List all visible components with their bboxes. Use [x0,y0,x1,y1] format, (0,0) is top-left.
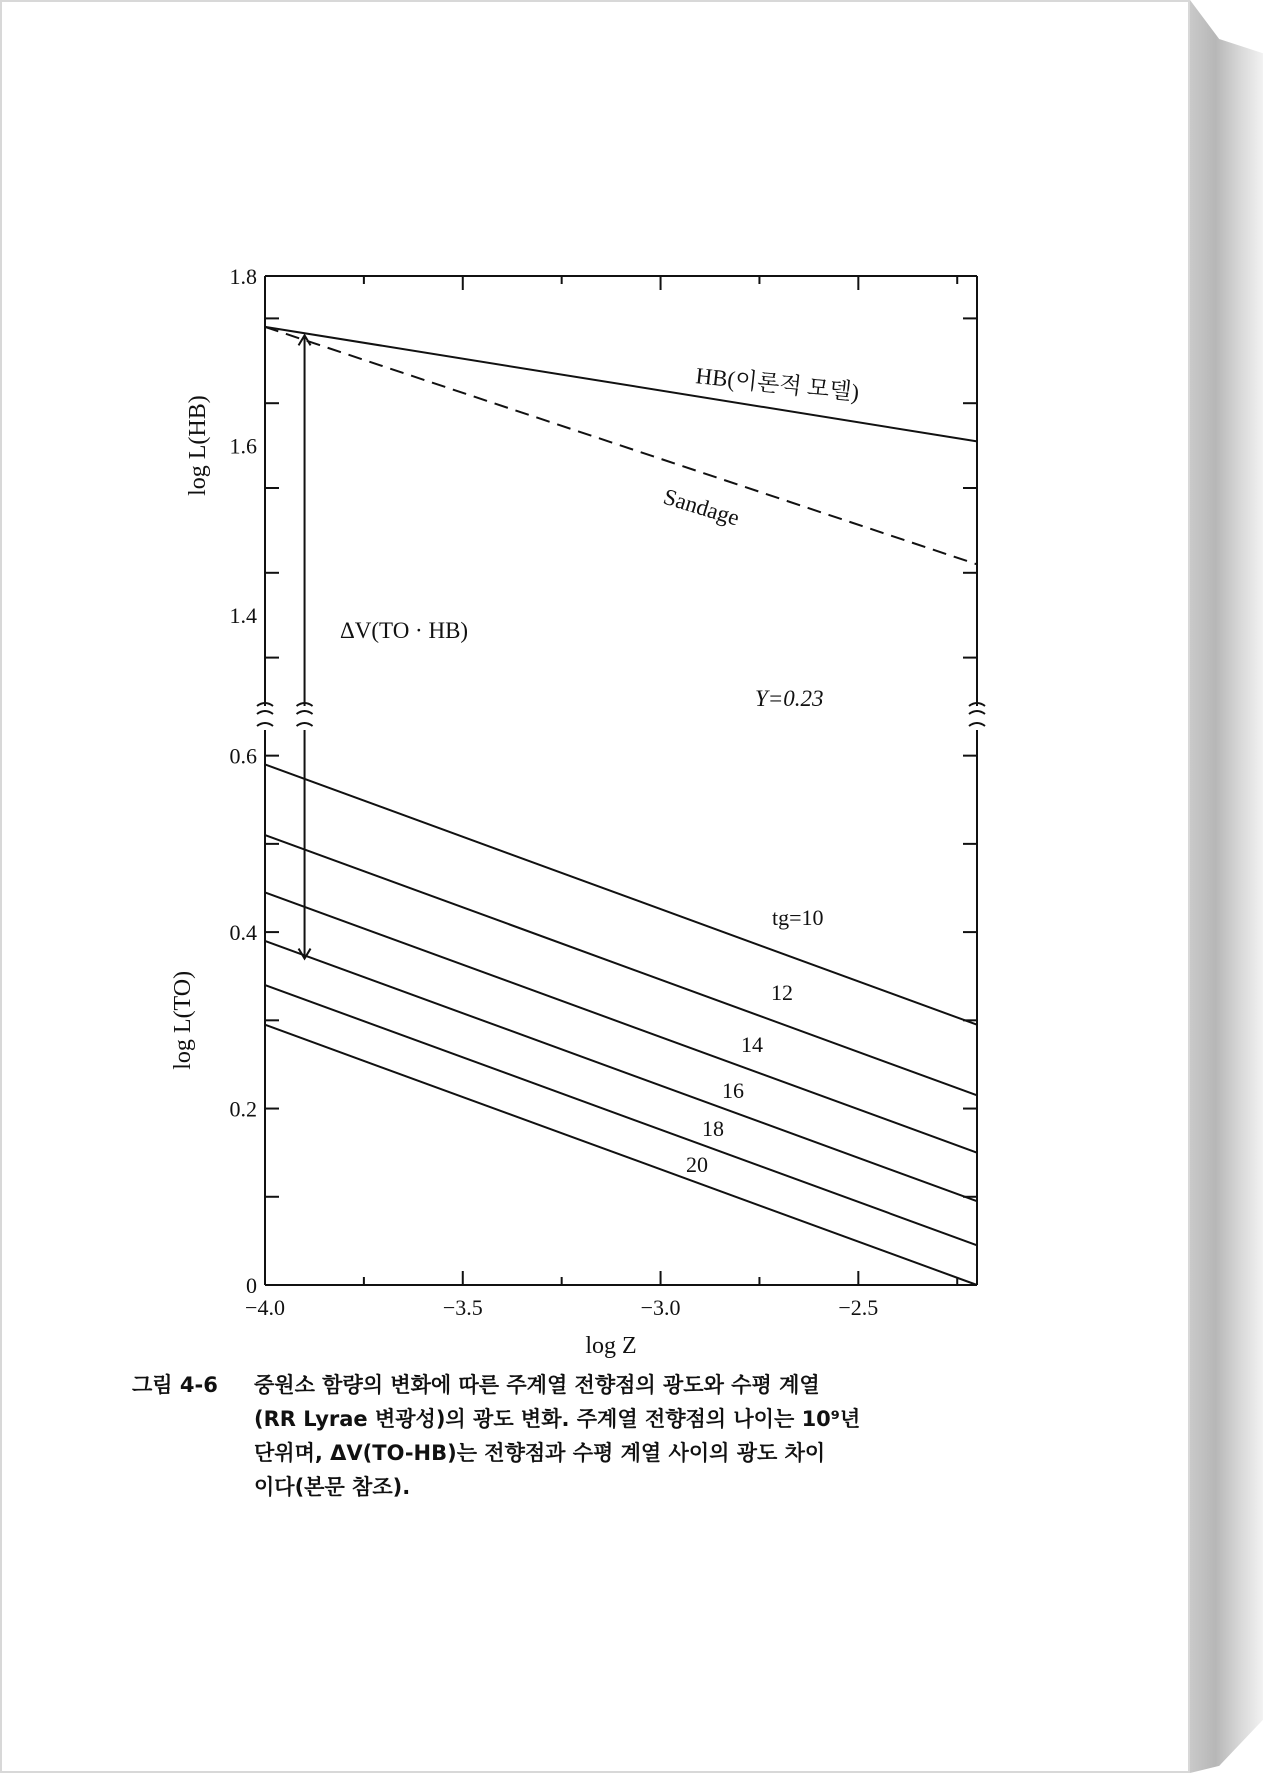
series-line-tg-18 [265,985,977,1245]
x-tick-label: −3.0 [640,1295,681,1320]
caption-label: 그림 4-6 [132,1373,218,1397]
series-line-tg-14 [265,892,977,1152]
helium-label: Y=0.23 [755,686,824,711]
delta-v-label: ΔV(TO · HB) [340,618,469,643]
y-tick-label-bottom: 0.2 [229,1096,257,1122]
y-tick-label-bottom: 0.4 [229,920,257,946]
delta-v-break [297,703,313,726]
y-tick-label-top: 1.8 [229,264,257,289]
series-line-tg-12 [265,835,977,1095]
y-tick-label-top: 1.6 [229,433,257,459]
y-axis-label-top: log L(HB) [185,395,211,496]
axis-break-right [969,703,985,726]
caption-line-1: 중원소 함량의 변화에 따른 주계열 전향점의 광도와 수평 계열 [254,1373,820,1397]
series-line-tg-20 [265,1025,977,1285]
series-line-sandage [265,327,977,564]
y-tick-label-bottom: 0.6 [229,743,257,769]
series-line-tg-16 [265,941,977,1201]
axes-frame [257,276,985,1285]
series-label-hb: HB(이론적 모델) [694,363,861,406]
chart-labels [170,264,878,1359]
x-tick-label: −2.5 [838,1295,879,1320]
series-lines [265,327,977,1285]
series-line-hb-model [265,327,977,441]
series-label-tg-20: 20 [686,1152,708,1177]
caption-line-2: (RR Lyrae 변광성)의 광도 변화. 주계열 전향점의 나이는 10⁹년 [254,1407,861,1431]
caption-line-3: 단위며, ΔV(TO-HB)는 전향점과 수평 계열 사이의 광도 차이 [254,1441,826,1465]
axis-break-left [257,703,273,726]
y-axis-label-bottom: log L(TO) [170,970,196,1070]
x-axis-label: log Z [585,1333,637,1359]
caption-line-4: 이다(본문 참조). [254,1475,411,1499]
y-tick-label-bottom: 0 [246,1273,257,1298]
x-tick-label: −3.5 [442,1295,483,1320]
series-label-tg-12: 12 [771,980,793,1005]
series-line-tg-10 [265,764,977,1024]
x-tick-label: −4.0 [245,1295,285,1320]
series-label-tg-10: tg=10 [772,905,824,930]
series-label-tg-14: 14 [741,1032,763,1057]
caption-body [254,1368,1024,1504]
series-label-tg-18: 18 [702,1116,724,1141]
series-label-tg-16: 16 [722,1078,744,1103]
series-label-sandage: Sandage [660,483,743,531]
y-tick-label-top: 1.4 [229,603,257,629]
